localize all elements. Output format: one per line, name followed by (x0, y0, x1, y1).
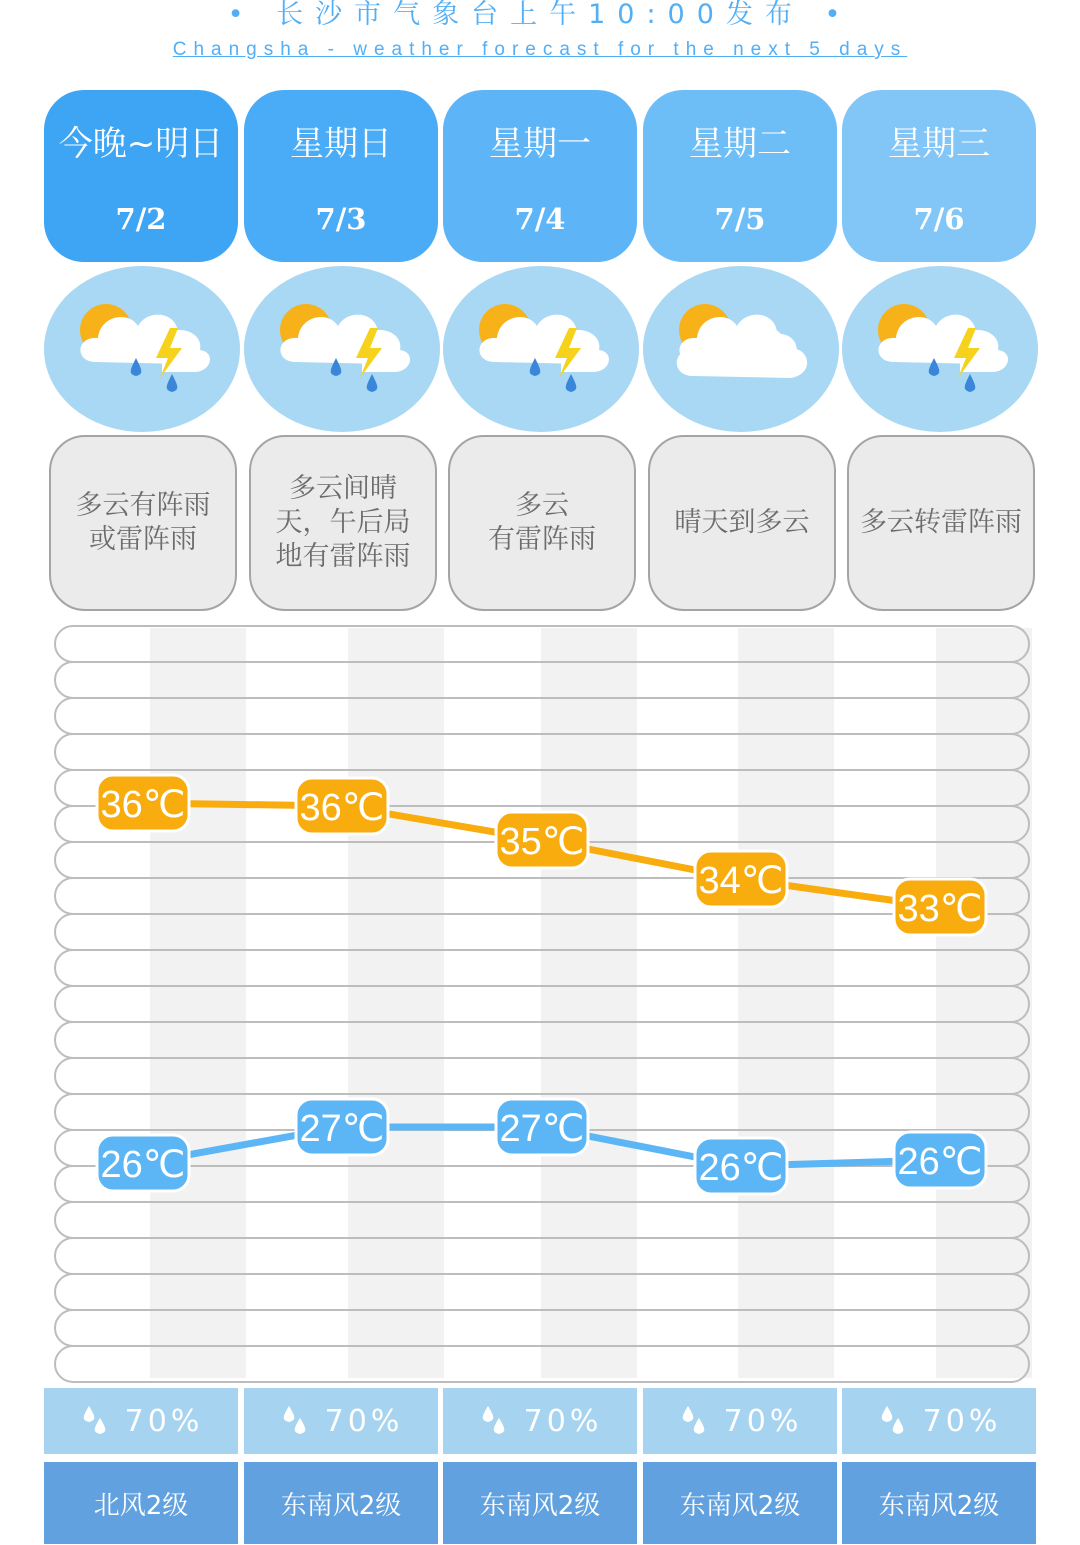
day-name: 星期三 (888, 124, 990, 164)
rain-probability-value: 70% (523, 1403, 603, 1439)
wind-level: 东南风2级 (643, 1462, 837, 1544)
raindrop-icon (678, 1404, 710, 1438)
weather-description (49, 435, 237, 611)
high-temp-point (496, 812, 588, 868)
high-temp-point (894, 879, 986, 935)
thunder-shower-icon (842, 266, 1038, 432)
page-title: • 长沙市气象台上午10:00发布 • (227, 0, 853, 30)
weather-description-text: 多云 有雷阵雨 (488, 490, 596, 555)
day-header (244, 90, 438, 262)
weather-description-text: 晴天到多云 (674, 507, 810, 538)
weather-icon-circle (44, 266, 240, 432)
weather-icon-circle (842, 266, 1038, 432)
weather-icon-circle (443, 266, 639, 432)
rain-probability-value: 70% (922, 1403, 1002, 1439)
low-temp-point (496, 1099, 588, 1155)
chart-column-stripe (348, 628, 444, 1378)
page-subtitle (0, 38, 1080, 62)
low-temp-label: 27℃ (299, 1108, 385, 1150)
weather-description (847, 435, 1035, 611)
day-date: 7/6 (913, 202, 965, 236)
low-temp-point (695, 1138, 787, 1194)
day-name: 星期一 (489, 124, 591, 164)
day-header (643, 90, 837, 262)
rain-probability-value: 70% (124, 1403, 204, 1439)
low-temp-point (894, 1132, 986, 1188)
low-temp-label: 26℃ (698, 1147, 784, 1189)
rain-probability (244, 1388, 438, 1454)
rain-probability-value: 70% (324, 1403, 404, 1439)
day-date: 7/5 (714, 202, 766, 236)
day-header (44, 90, 238, 262)
rain-probability (643, 1388, 837, 1454)
day-date: 7/2 (115, 202, 167, 236)
day-header (842, 90, 1036, 262)
high-temp-label: 36℃ (299, 787, 385, 829)
high-temp-point (97, 775, 189, 831)
weather-description-text: 多云有阵雨 或雷阵雨 (75, 490, 211, 555)
weather-description (249, 435, 437, 611)
chart-column-stripe (541, 628, 637, 1378)
thunder-shower-icon (244, 266, 440, 432)
weather-icon-circle (643, 266, 839, 432)
high-temp-point (695, 851, 787, 907)
low-temp-label: 27℃ (499, 1108, 585, 1150)
weather-description (448, 435, 636, 611)
weather-icon-circle (244, 266, 440, 432)
day-date: 7/3 (315, 202, 367, 236)
page-subtitle-text: Changsha - weather forecast for the next 5 days (172, 39, 908, 60)
high-temp-label: 36℃ (100, 784, 186, 826)
weather-description-text: 多云转雷阵雨 (860, 507, 1022, 538)
rain-probability (443, 1388, 637, 1454)
raindrop-icon (279, 1404, 311, 1438)
wind-level: 北风2级 (44, 1462, 238, 1544)
raindrop-icon (79, 1404, 111, 1438)
raindrop-icon (877, 1404, 909, 1438)
weather-description (648, 435, 836, 611)
partly-cloudy-icon (643, 266, 839, 432)
day-date: 7/4 (514, 202, 566, 236)
wind-level: 东南风2级 (443, 1462, 637, 1544)
high-temp-label: 35℃ (499, 821, 585, 863)
wind-level: 东南风2级 (244, 1462, 438, 1544)
temperature-chart (0, 620, 1080, 1385)
rain-probability (842, 1388, 1036, 1454)
thunder-shower-icon (44, 266, 240, 432)
thunder-shower-icon (443, 266, 639, 432)
low-temp-point (296, 1099, 388, 1155)
high-temp-label: 34℃ (698, 860, 784, 902)
low-temp-label: 26℃ (897, 1141, 983, 1183)
wind-level: 东南风2级 (842, 1462, 1036, 1544)
weather-description-text: 多云间晴 天，午后局 地有雷阵雨 (275, 473, 411, 572)
chart-column-stripe (150, 628, 246, 1378)
low-temp-point (97, 1135, 189, 1191)
high-temp-label: 33℃ (897, 888, 983, 930)
raindrop-icon (478, 1404, 510, 1438)
rain-probability (44, 1388, 238, 1454)
day-header (443, 90, 637, 262)
high-temp-point (296, 778, 388, 834)
rain-probability-value: 70% (723, 1403, 803, 1439)
day-name: 星期二 (689, 124, 791, 164)
chart-column-stripe (936, 628, 1032, 1378)
low-temp-label: 26℃ (100, 1144, 186, 1186)
day-name: 今晚~明日 (58, 124, 224, 164)
chart-column-stripe (738, 628, 834, 1378)
day-name: 星期日 (290, 124, 392, 164)
